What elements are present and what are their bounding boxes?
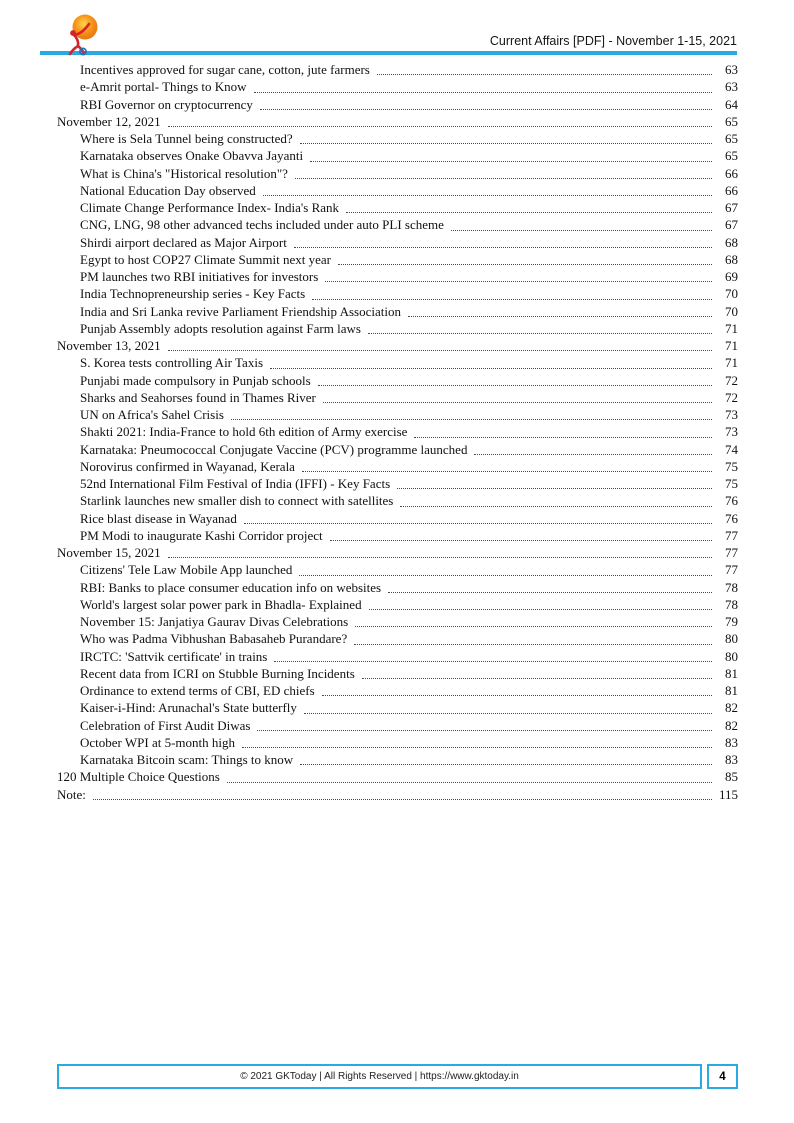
toc-entry[interactable]: [57, 423, 738, 440]
dotted-leader: [414, 423, 712, 437]
toc-entry[interactable]: [57, 665, 738, 682]
toc-page-number: 80: [725, 648, 738, 664]
toc-entry-label: Recent data from ICRI on Stubble Burning Incidents: [80, 665, 355, 681]
toc-entry[interactable]: [57, 78, 738, 95]
toc-entry[interactable]: [57, 406, 738, 423]
dotted-leader: [242, 734, 712, 748]
toc-page-number: 63: [725, 79, 738, 95]
toc-entry-label: Kaiser-i-Hind: Arunachal's State butterfly: [80, 700, 297, 716]
toc-entry-label: PM launches two RBI initiatives for investors: [80, 269, 319, 284]
toc-entry[interactable]: [57, 182, 738, 199]
toc-page-number: 73: [725, 424, 738, 440]
toc-page-number: 68: [725, 251, 738, 267]
dotted-leader: [408, 303, 712, 317]
page-number: 4: [719, 1070, 726, 1083]
toc-entry[interactable]: [57, 113, 738, 130]
toc-entry[interactable]: [57, 544, 738, 561]
dotted-leader: [300, 130, 712, 144]
toc-entry[interactable]: [57, 510, 738, 527]
dotted-leader: [254, 78, 712, 92]
toc-page-number: 69: [725, 269, 738, 284]
toc-page-number: 70: [725, 303, 738, 319]
toc-entry[interactable]: [57, 492, 738, 509]
toc-entry-label: India Technopreneurship series - Key Facts: [80, 286, 306, 302]
dotted-leader: [304, 699, 712, 713]
toc-page-number: 78: [725, 579, 738, 595]
dotted-leader: [322, 682, 712, 696]
toc-entry[interactable]: [57, 475, 738, 492]
toc-page-number: 76: [725, 493, 738, 509]
toc-entry[interactable]: [57, 648, 738, 665]
toc-entry[interactable]: [57, 630, 738, 647]
toc-entry-label: Egypt to host COP27 Climate Summit next year: [80, 251, 331, 267]
toc-page-number: 72: [725, 389, 738, 405]
toc-entry-label: Incentives approved for sugar cane, cotton, jute farmers: [80, 62, 370, 77]
dotted-leader: [257, 717, 712, 731]
toc-entry-label: Punjabi made compulsory in Punjab schools: [80, 372, 311, 388]
toc-page-number: 115: [718, 786, 738, 802]
toc-page-number: 74: [725, 441, 738, 457]
dotted-leader: [263, 182, 712, 196]
toc-page-number: 82: [725, 717, 738, 733]
toc-entry[interactable]: [57, 682, 738, 699]
dotted-leader: [168, 113, 712, 127]
toc-entry-label: National Education Day observed: [80, 182, 256, 198]
toc-entry-label: October WPI at 5-month high: [80, 734, 236, 750]
toc-page-number: 66: [725, 182, 738, 198]
dotted-leader: [93, 786, 712, 800]
toc-page-number: 65: [725, 148, 738, 164]
dotted-leader: [274, 648, 712, 662]
dotted-leader: [260, 96, 712, 110]
toc-entry[interactable]: [57, 61, 738, 78]
toc-entry[interactable]: [57, 389, 738, 406]
dotted-leader: [377, 61, 712, 75]
toc-entry-label: What is China's "Historical resolution"?: [80, 165, 288, 181]
toc-entry[interactable]: [57, 786, 738, 803]
toc-entry-label: Who was Padma Vibhushan Babasaheb Purandare?: [80, 631, 348, 647]
dotted-leader: [323, 389, 712, 403]
dotted-leader: [312, 285, 712, 299]
toc-page-number: 71: [725, 355, 738, 371]
toc-entry-label: Citizens' Tele Law Mobile App launched: [80, 562, 293, 578]
toc-entry[interactable]: [57, 285, 738, 302]
dotted-leader: [231, 406, 712, 420]
toc-entry[interactable]: [57, 372, 738, 389]
toc-page-number: 67: [725, 217, 738, 233]
toc-entry-label: Sharks and Seahorses found in Thames River: [80, 389, 316, 405]
toc-entry-label: Ordinance to extend terms of CBI, ED chiefs: [80, 683, 315, 698]
toc-page-number: 71: [725, 338, 738, 353]
toc-page-number: 83: [725, 752, 738, 767]
dotted-leader: [355, 613, 712, 627]
toc-page-number: 68: [725, 234, 738, 250]
toc-page-number: 70: [725, 286, 738, 302]
dotted-leader: [369, 596, 712, 610]
dotted-leader: [400, 492, 712, 506]
dotted-leader: [300, 751, 712, 765]
toc-entry-label: Starlink launches new smaller dish to connect with satellites: [80, 493, 394, 509]
toc-entry[interactable]: [57, 216, 738, 233]
dotted-leader: [168, 544, 712, 558]
toc-entry[interactable]: [57, 717, 738, 734]
toc-entry-label: IRCTC: 'Sattvik certificate' in trains: [80, 648, 268, 664]
toc-entry-label: Where is Sela Tunnel being constructed?: [80, 131, 293, 146]
toc-entry[interactable]: [57, 354, 738, 371]
toc-entry[interactable]: [57, 527, 738, 544]
toc-page-number: 67: [725, 200, 738, 215]
toc-entry-label: Shirdi airport declared as Major Airport: [80, 234, 287, 250]
dotted-leader: [244, 510, 712, 524]
toc-entry-label: Punjab Assembly adopts resolution against Farm laws: [80, 320, 361, 336]
dotted-leader: [294, 234, 712, 248]
toc-entry-label: November 13, 2021: [57, 338, 161, 353]
header-divider: [40, 51, 737, 55]
toc-page-number: 79: [725, 614, 738, 629]
toc-entry[interactable]: [57, 130, 738, 147]
toc-entry[interactable]: [57, 165, 738, 182]
dotted-leader: [227, 768, 712, 782]
toc-entry[interactable]: [57, 699, 738, 716]
toc-entry[interactable]: [57, 303, 738, 320]
toc-page-number: 73: [725, 407, 738, 422]
toc-entry-label: Karnataka Bitcoin scam: Things to know: [80, 752, 294, 767]
dotted-leader: [474, 441, 712, 455]
toc-entry-label: 52nd International Film Festival of India (IFFI) - Key Facts: [80, 476, 391, 491]
toc-page-number: 85: [725, 769, 738, 785]
toc-entry[interactable]: [57, 268, 738, 285]
toc-page-number: 75: [725, 476, 738, 491]
toc-page-number: 82: [725, 700, 738, 716]
dotted-leader: [168, 337, 712, 351]
toc-entry-label: Celebration of First Audit Diwas: [80, 717, 251, 733]
toc-page-number: 65: [725, 131, 738, 146]
toc-page-number: 65: [725, 113, 738, 129]
toc-page-number: 75: [725, 458, 738, 474]
dotted-leader: [362, 665, 712, 679]
toc-page-number: 63: [725, 62, 738, 77]
toc-page-number: 71: [725, 320, 738, 336]
toc-entry[interactable]: [57, 441, 738, 458]
toc-entry[interactable]: [57, 251, 738, 268]
toc-entry[interactable]: [57, 734, 738, 751]
toc-entry-label: Karnataka: Pneumococcal Conjugate Vaccine (PCV) programme launched: [80, 441, 468, 457]
dotted-leader: [388, 579, 712, 593]
footer-bar: [57, 1064, 702, 1089]
toc-entry[interactable]: [57, 337, 738, 354]
toc-entry[interactable]: [57, 320, 738, 337]
document-title: Current Affairs [PDF] - November 1-15, 2021: [489, 34, 737, 48]
toc-entry-label: Rice blast disease in Wayanad: [80, 510, 237, 526]
toc-entry-label: RBI: Banks to place consumer education info on websites: [80, 579, 382, 595]
toc-entry[interactable]: [57, 234, 738, 251]
toc-entry-label: UN on Africa's Sahel Crisis: [80, 407, 224, 422]
dotted-leader: [295, 165, 712, 179]
toc-page-number: 72: [725, 372, 738, 388]
toc-entry[interactable]: [57, 579, 738, 596]
page-number-badge: [707, 1064, 738, 1089]
dotted-leader: [299, 561, 712, 575]
toc-entry[interactable]: [57, 561, 738, 578]
toc-entry-label: November 15: Janjatiya Gaurav Divas Celebrations: [80, 614, 349, 629]
toc-entry-label: India and Sri Lanka revive Parliament Friendship Association: [80, 303, 401, 319]
toc-entry-label: Karnataka observes Onake Obavva Jayanti: [80, 148, 304, 164]
dotted-leader: [368, 320, 712, 334]
toc-page-number: 80: [725, 631, 738, 647]
toc-page-number: 76: [725, 510, 738, 526]
toc-entry[interactable]: [57, 458, 738, 475]
toc-page-number: 64: [725, 96, 738, 112]
toc-entry-label: Climate Change Performance Index- India's Rank: [80, 200, 340, 215]
dotted-leader: [302, 458, 712, 472]
toc-page-number: 66: [725, 165, 738, 181]
dotted-leader: [318, 372, 712, 386]
footer-copyright: © 2021 GKToday | All Rights Reserved | https://www.gktoday.in: [240, 1071, 519, 1082]
dotted-leader: [330, 527, 712, 541]
dotted-leader: [397, 475, 712, 489]
dotted-leader: [325, 268, 712, 282]
dotted-leader: [346, 199, 712, 213]
table-of-contents: [57, 61, 738, 803]
toc-entry[interactable]: [57, 613, 738, 630]
toc-entry-label: S. Korea tests controlling Air Taxis: [80, 355, 263, 371]
toc-page-number: 83: [725, 734, 738, 750]
toc-entry-label: CNG, LNG, 98 other advanced techs included under auto PLI scheme: [80, 217, 444, 233]
dotted-leader: [270, 354, 712, 368]
toc-entry-label: 120 Multiple Choice Questions: [57, 769, 220, 785]
toc-entry[interactable]: [57, 596, 738, 613]
gktoday-logo: [60, 13, 106, 56]
toc-page-number: 81: [725, 683, 738, 698]
toc-entry[interactable]: [57, 96, 738, 113]
toc-entry[interactable]: [57, 199, 738, 216]
dotted-leader: [310, 147, 712, 161]
toc-entry-label: RBI Governor on cryptocurrency: [80, 96, 253, 112]
dotted-leader: [338, 251, 712, 265]
toc-entry-label: Note:: [57, 786, 86, 802]
toc-page-number: 78: [725, 596, 738, 612]
toc-entry-label: November 15, 2021: [57, 545, 161, 560]
toc-entry-label: PM Modi to inaugurate Kashi Corridor project: [80, 527, 323, 543]
sun-figure-icon: [60, 13, 106, 56]
dotted-leader: [354, 630, 712, 644]
toc-entry-label: World's largest solar power park in Bhadla- Explained: [80, 596, 362, 612]
toc-entry[interactable]: [57, 768, 738, 785]
toc-entry[interactable]: [57, 147, 738, 164]
toc-entry-label: Norovirus confirmed in Wayanad, Kerala: [80, 458, 295, 474]
toc-page-number: 81: [725, 665, 738, 681]
toc-entry-label: e-Amrit portal- Things to Know: [80, 79, 247, 95]
toc-page-number: 77: [725, 545, 738, 560]
toc-entry-label: Shakti 2021: India-France to hold 6th edition of Army exercise: [80, 424, 408, 440]
toc-page-number: 77: [725, 527, 738, 543]
dotted-leader: [451, 216, 712, 230]
toc-page-number: 77: [725, 562, 738, 578]
toc-entry-label: November 12, 2021: [57, 113, 161, 129]
toc-entry[interactable]: [57, 751, 738, 768]
